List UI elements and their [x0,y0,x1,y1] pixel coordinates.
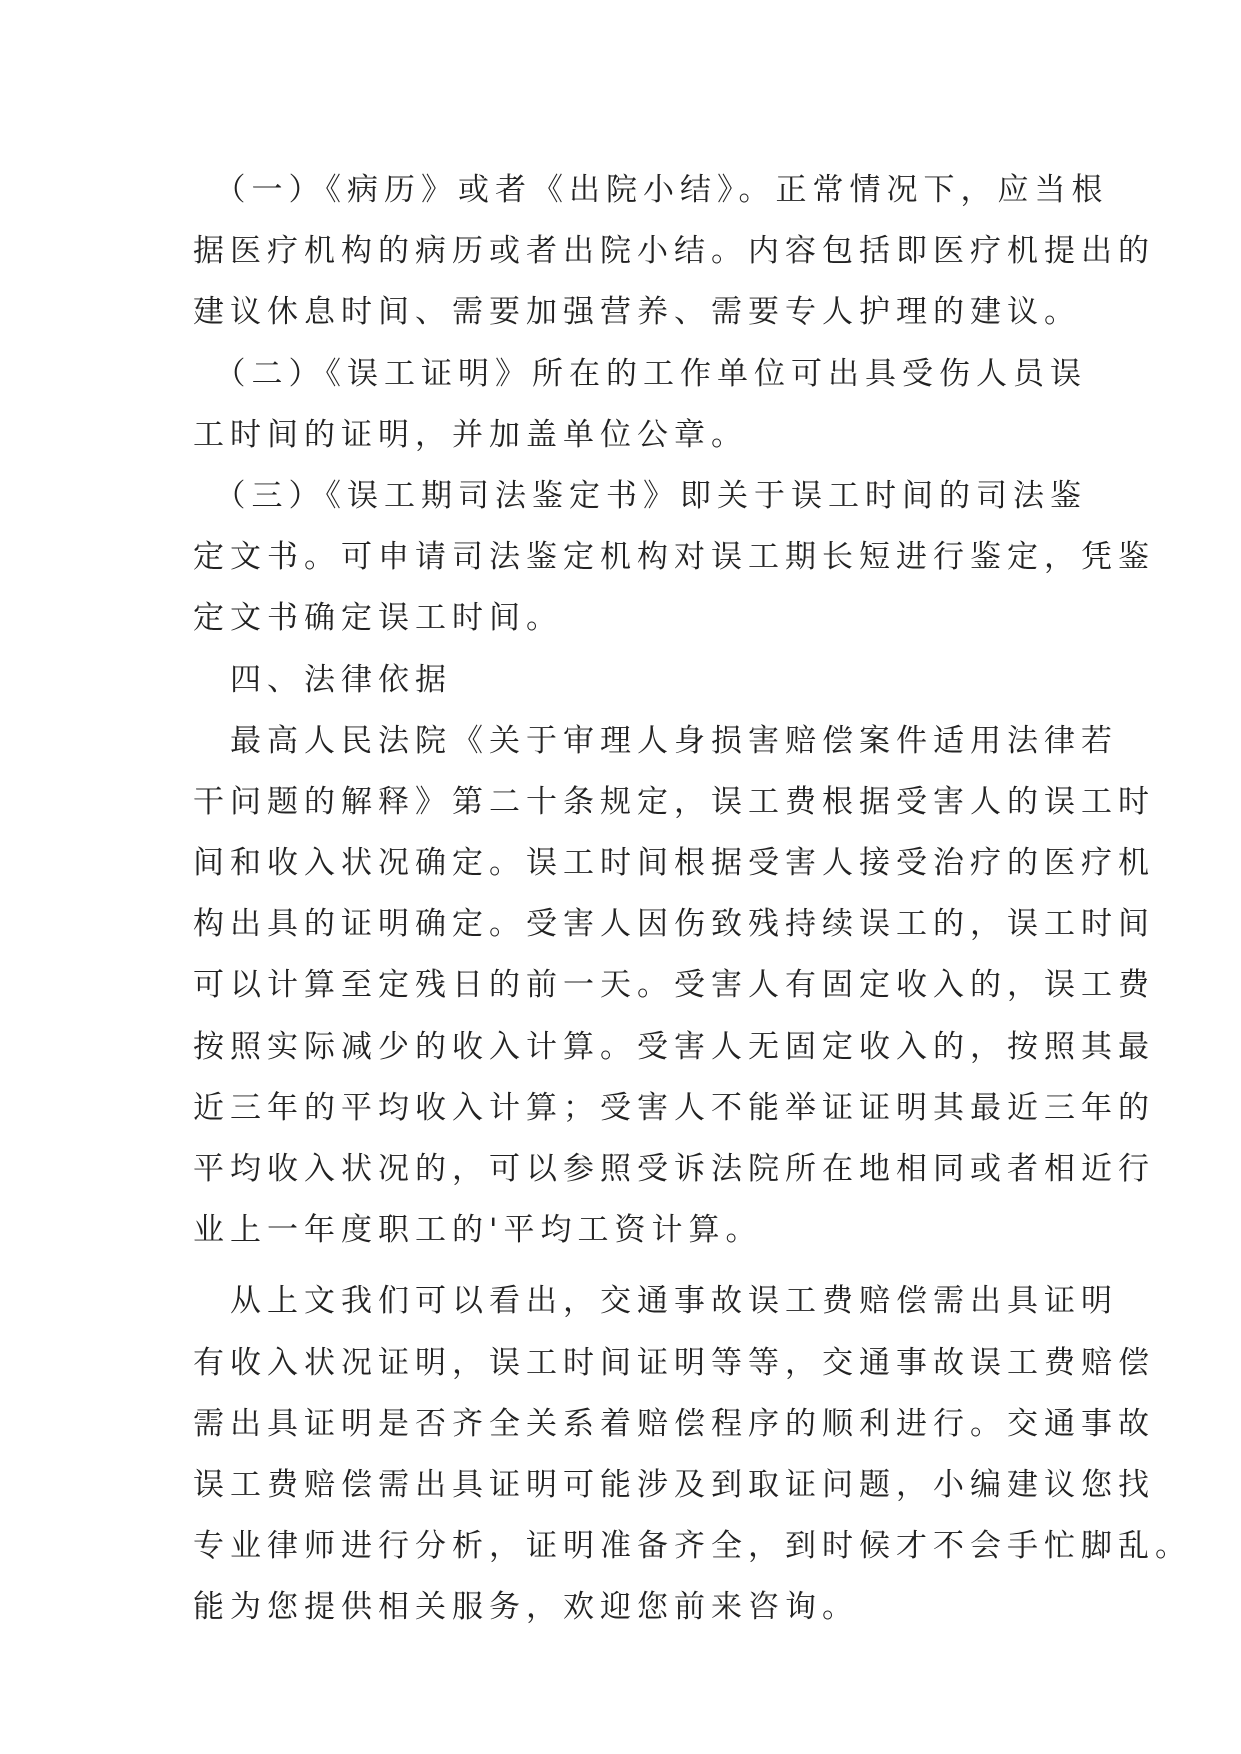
text-line: （三）《误工期司法鉴定书》即关于误工时间的司法鉴 [193,477,1087,514]
text-line: 业上一年度职工的'平均工资计算。 [193,1212,763,1249]
text-line: 据医疗机构的病历或者出院小结。内容包括即医疗机提出的 [193,233,1155,270]
text-line: 构出具的证明确定。受害人因伤致残持续误工的，误工时间 [193,906,1155,943]
paragraph-gap [193,1261,1053,1271]
text-line: 工时间的证明，并加盖单位公章。 [193,416,748,453]
text-line: 从上文我们可以看出，交通事故误工费赔偿需出具证明 [193,1283,1118,1320]
text-line: 需出具证明是否齐全关系着赔偿程序的顺利进行。交通事故 [193,1405,1155,1442]
text-line: 间和收入状况确定。误工时间根据受害人接受治疗的医疗机 [193,845,1155,882]
text-line: （一）《病历》或者《出院小结》。正常情况下，应当根 [193,172,1109,208]
text-line: （二）《误工证明》所在的工作单位可出具受伤人员误 [193,355,1087,392]
document-body [193,160,1192,1639]
text-line: 有收入状况证明，误工时间证明等等，交通事故误工费赔偿 [193,1344,1155,1381]
text-line: 定文书确定误工时间。 [193,600,563,637]
text-line: 干问题的解释》第二十条规定，误工费根据受害人的误工时 [193,783,1155,820]
text-line: 建议休息时间、需要加强营养、需要专人护理的建议。 [193,294,1081,331]
text-line: 专业律师进行分析，证明准备齐全，到时候才不会手忙脚乱。 [193,1528,1192,1565]
section-heading: 四、法律依据 [193,661,452,698]
text-line: 近三年的平均收入计算；受害人不能举证证明其最近三年的 [193,1089,1155,1126]
text-line: 按照实际减少的收入计算。受害人无固定收入的，按照其最 [193,1028,1155,1065]
text-line: 定文书。可申请司法鉴定机构对误工期长短进行鉴定，凭鉴 [193,539,1155,576]
text-line: 最高人民法院《关于审理人身损害赔偿案件适用法律若 [193,722,1118,759]
text-line: 可以计算至定残日的前一天。受害人有固定收入的，误工费 [193,967,1155,1004]
text-line: 平均收入状况的，可以参照受诉法院所在地相同或者相近行 [193,1151,1155,1187]
text-line: 误工费赔偿需出具证明可能涉及到取证问题，小编建议您找 [193,1466,1155,1503]
text-line: 能为您提供相关服务，欢迎您前来咨询。 [193,1589,859,1626]
